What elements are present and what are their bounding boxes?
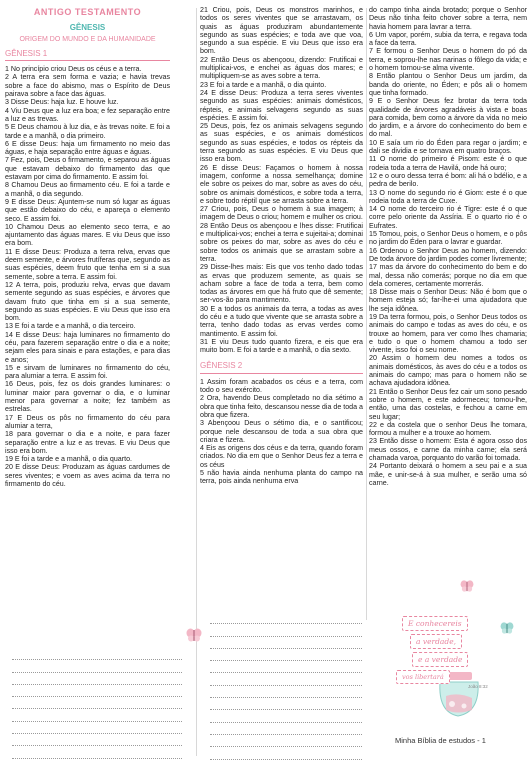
- verse: 8 Chamou Deus ao firmamento céu. E foi a tarde e a manhã, o dia segundo.: [5, 181, 170, 198]
- verse: 23 E foi a tarde e a manhã, o dia quinto.: [200, 80, 327, 89]
- verse: 15 Tomou, pois, o Senhor Deus o homem, e o pôs no jardim do Éden para o lavrar e guardar.: [369, 230, 527, 247]
- verse: 11 O nome do primeiro é Pisom: este é o que rodeia toda a terra de Havilá, onde há ouro;: [369, 155, 527, 172]
- verse: 22 e da costela que o senhor Deus lhe tomara, formou a mulher e a trouxe ao homem.: [369, 420, 527, 438]
- verse: 10 Chamou Deus ao elemento seco terra, e ao ajuntamento das águas mares. E viu Deus que isso era bom.: [5, 222, 170, 248]
- verse: 21 Criou, pois, Deus os monstros marinhos, e todos os seres viventes que se arrastavam, os quais as águas produziram abundantemente segundo as suas espécies; e toda ave que voa, segundo a sua espécie. E viu Deus que isso era bom.: [200, 6, 363, 56]
- testament-title: ANTIGO TESTAMENTO: [33, 7, 142, 17]
- verse: 27 Criou, pois, Deus o homem à sua imagem; à imagem de Deus o criou; homem e mulher os criou.: [200, 205, 363, 222]
- verse: 7 Fez, pois, Deus o firmamento, e separou as águas que estavam debaixo do firmamento das que estavam por cima do firmamento. E assim foi.: [5, 156, 170, 182]
- verse: 12 e o ouro dessa terra é bom: ali há o bdélio, e a pedra de berilo.: [369, 171, 527, 189]
- verse: 1 Assim foram acabados os céus e a terra, com todo o seu exército.: [200, 377, 363, 395]
- verse: 5 não havia ainda nenhuma planta do campo na terra, pois ainda nenhuma erva: [200, 469, 363, 486]
- verse-list: [369, 6, 527, 487]
- verse: 20 Assim o homem deu nomes a todos os animais domésticos, às aves do céu e a todos os animais do campo; mas para o homem não se achava ajudadora idônea.: [369, 354, 527, 388]
- column-1: [5, 6, 170, 488]
- verse-line-4: vos libertará: [396, 670, 450, 684]
- verse: 10 E saía um rio do Éden para regar o jardim; e dali se dividia e se tornava em quatro braços.: [369, 138, 527, 156]
- verse-line-3: e a verdade: [412, 652, 468, 667]
- verse: 16 Deus, pois, fez os dois grandes luminares: o luminar maior para governar o dia, e o luminar menor para governar a noite; fez também as estrelas.: [5, 380, 170, 414]
- verse: 9 E disse Deus: Ajuntem-se num só lugar as águas que estão debaixo do céu, e apareça o elemento seco. E assim foi.: [5, 197, 170, 223]
- verse: 3 Abençoou Deus o sétimo dia, e o santificou; porque nele descansou de toda a sua obra que criara e fizera.: [200, 419, 363, 444]
- verse: 19 E foi a tarde e a manhã, o dia quarto.: [5, 455, 132, 464]
- verse: 6 Um vapor, porém, subia da terra, e regava toda a face da terra.: [369, 30, 527, 48]
- verse: 1 No princípio criou Deus os céus e a terra.: [5, 65, 142, 74]
- verse-reference: João 8:32: [468, 684, 488, 689]
- verse: 14 O nome do terceiro rio é Tigre: este é o que corre pelo oriente da Assíria. E o quarto rio é o Eufrates.: [369, 205, 527, 230]
- verse: 16 Ordenou o Senhor Deus ao homem, dizendo: De toda árvore do jardim podes comer livremente;: [369, 246, 527, 263]
- verse: 18 para governar o dia e a noite, e para fazer separação entre a luz e as trevas. E viu Deus que isso era bom.: [5, 430, 170, 455]
- verse: 23 Então disse o homem: Esta é agora osso dos meus ossos, e carne da minha carne; ela será chamada varoa, porquanto do varão foi tomada.: [369, 437, 527, 463]
- verse: 5 E Deus chamou à luz dia, e às trevas noite. E foi a tarde e a manhã, o dia primeiro.: [5, 123, 170, 140]
- column-2: [200, 6, 363, 486]
- verse: 17 E Deus os pôs no firmamento do céu para alumiar a terra,: [5, 413, 170, 430]
- notes-lines-middle: [210, 612, 362, 760]
- verse: 7 E formou o Senhor Deus o homem do pó da terra, e soprou-lhe nas narinas o fôlego da vida; e o homem tornou-se alma vivente.: [369, 47, 527, 73]
- verse: 2 A terra era sem forma e vazia; e havia trevas sobre a face do abismo, mas o Espírito de Deus pairava sobre a face das águas.: [5, 73, 170, 99]
- verse: 15 e sirvam de luminares no firmamento do céu, para alumiar a terra. E assim foi.: [5, 363, 170, 381]
- verse: 28 Então Deus os abençoou e lhes disse: Frutificai e multiplicai-vos; enchei a terra e sujeitai-a; dominai sobre os peixes do mar, sobre as aves do céu e sobre todos os animais que se arrastam sobre a terra.: [200, 221, 363, 263]
- verse: 6 E disse Deus: haja um firmamento no meio das águas, e haja separação entre águas e águas.: [5, 139, 170, 157]
- verse-illustration: [388, 612, 516, 712]
- verse: 18 Disse mais o Senhor Deus: Não é bom que o homem esteja só; far-lhe-ei uma ajudadora que lhe seja idônea.: [369, 288, 527, 313]
- verse: 2 Ora, havendo Deus completado no dia sétimo a obra que tinha feito, descansou nesse dia de toda a obra que fizera.: [200, 394, 363, 419]
- verse: 20 E disse Deus: Produzam as águas cardumes de seres viventes; e voem as aves acima da terra no firmamento do céu.: [5, 463, 170, 489]
- verse: 8 Então plantou o Senhor Deus um jardim, da banda do oriente, no Éden; e pôs ali o homem que tinha formado.: [369, 72, 527, 97]
- verse: 22 Então Deus os abençoou, dizendo: Frutificai e multiplicai-vos, e enchei as águas dos mares; e multipliquem-se as aves sobre a terra.: [200, 55, 363, 81]
- verse: do campo tinha ainda brotado; porque o Senhor Deus não tinha feito chover sobre a terra, nem havia homem para lavrar a terra.: [369, 6, 527, 31]
- verse: 24 Portanto deixará o homem a seu pai e a sua mãe, e unir-se-á à sua mulher, e serão uma só carne.: [369, 462, 527, 487]
- verse-list: [200, 378, 363, 486]
- book-subtitle: ORIGEM DO MUNDO E DA HUMANIDADE: [19, 35, 156, 43]
- verse: 13 E foi a tarde e a manhã, o dia terceiro.: [5, 322, 136, 331]
- verse-line-2: a verdade,: [410, 634, 462, 649]
- verse: 26 E disse Deus: Façamos o homem à nossa imagem, conforme a nossa semelhança; domine ele sobre os peixes do mar, sobre as aves do céu, sobre os animais domésticos, e sobre toda a terra, e sobre todo réptil que se arrasta sobre a terra.: [200, 163, 363, 205]
- verse: 14 E disse Deus: haja luminares no firmamento do céu, para fazerem separação entre o dia e a noite; sejam eles para sinais e para estações, e para dias e anos;: [5, 330, 170, 364]
- chapter-heading: GÊNESIS 1: [5, 48, 48, 58]
- verse: 30 E a todos os animais da terra, a todas as aves do céu e a tudo que vivente que se arrasta sobre a terra, tenho dado todas as ervas verdes como mantimento. E assim foi.: [200, 304, 363, 338]
- verse: 4 Viu Deus que a luz era boa; e fez separação entre a luz e as trevas.: [5, 106, 170, 123]
- verse: 19 Da terra formou, pois, o Senhor Deus todos os animais do campo e todas as aves do céu, e os trouxe ao homem, para ver como lhes chamaria; e tudo o que o homem chamou a todo ser vivente, isso foi o seu nome.: [369, 312, 527, 355]
- column-divider: [196, 8, 197, 756]
- verse-line-1: E conhecereis: [402, 616, 468, 631]
- chapter-underline: [200, 373, 363, 374]
- notes-lines-left: [12, 648, 182, 759]
- verse: 24 E disse Deus: Produza a terra seres viventes segundo as suas espécies: animais domésticos, répteis, e animais selvagens segundo as suas espécies. E assim foi.: [200, 88, 363, 122]
- chapter-heading: GÊNESIS 2: [200, 361, 243, 371]
- verse: 4 Eis as origens dos céus e da terra, quando foram criados. No dia em que o Senhor Deus fez a terra e os céus: [200, 444, 363, 469]
- page-footer: Minha Bíblia de estudos - 1: [395, 736, 486, 745]
- verse-list: [200, 6, 363, 354]
- verse: 17 mas da árvore do conhecimento do bem e do mal, dessa não comerás; porque no dia em que dela comeres, certamente morrerás.: [369, 263, 527, 288]
- verse: 9 E o Senhor Deus fez brotar da terra toda qualidade de árvores agradáveis à vista e boas para comida, bem como a árvore da vida no meio do jardim, e a árvore do conhecimento do bem e do mal.: [369, 97, 527, 139]
- verse: 12 A terra, pois, produziu relva, ervas que davam semente segundo as suas espécies, e árvores que davam fruto que tinha em si a sua semente, segundo as suas espécies. E viu Deus que isso era bom.: [5, 280, 170, 323]
- verse: 25 Deus, pois, fez os animais selvagens segundo as suas espécies, e os animais domésticos segundo as suas espécies, e todos os répteis da terra segundo as suas espécies. E viu Deus que isso era bom.: [200, 122, 363, 164]
- verse: 3 Disse Deus: haja luz. E houve luz.: [5, 98, 119, 107]
- verse: 13 O nome do segundo rio é Giom: este é o que rodeia toda a terra de Cuxe.: [369, 188, 527, 205]
- verse: 29 Disse-lhes mais: Eis que vos tenho dado todas as ervas que produzem semente, as quais se acham sobre a face de toda a terra, bem como todas as árvores em que há fruto que dê semente; ser-vos-ão para mantimento.: [200, 263, 363, 305]
- column-divider: [366, 8, 367, 620]
- butterfly-icon: [460, 580, 474, 592]
- butterfly-icon: [186, 628, 202, 642]
- column-3: [369, 6, 527, 487]
- book-title: GÊNESIS: [69, 23, 106, 33]
- verse: 21 Então o Senhor Deus fez cair um sono pesado sobre o homem, e este adormeceu; tomou-lhe, então, uma das costelas, e fechou a carne em seu lugar;: [369, 387, 527, 421]
- verse-list: [5, 65, 170, 488]
- verse: 11 E disse Deus: Produza a terra relva, ervas que deem semente, e árvores frutíferas que, segundo as suas espécies, deem fruto que tenha em si a sua semente, sobre a terra. E assim foi.: [5, 247, 170, 281]
- verse: 31 E viu Deus tudo quanto fizera, e eis que era muito bom. E foi a tarde e a manhã, o dia sexto.: [200, 337, 363, 355]
- chapter-underline: [5, 60, 170, 61]
